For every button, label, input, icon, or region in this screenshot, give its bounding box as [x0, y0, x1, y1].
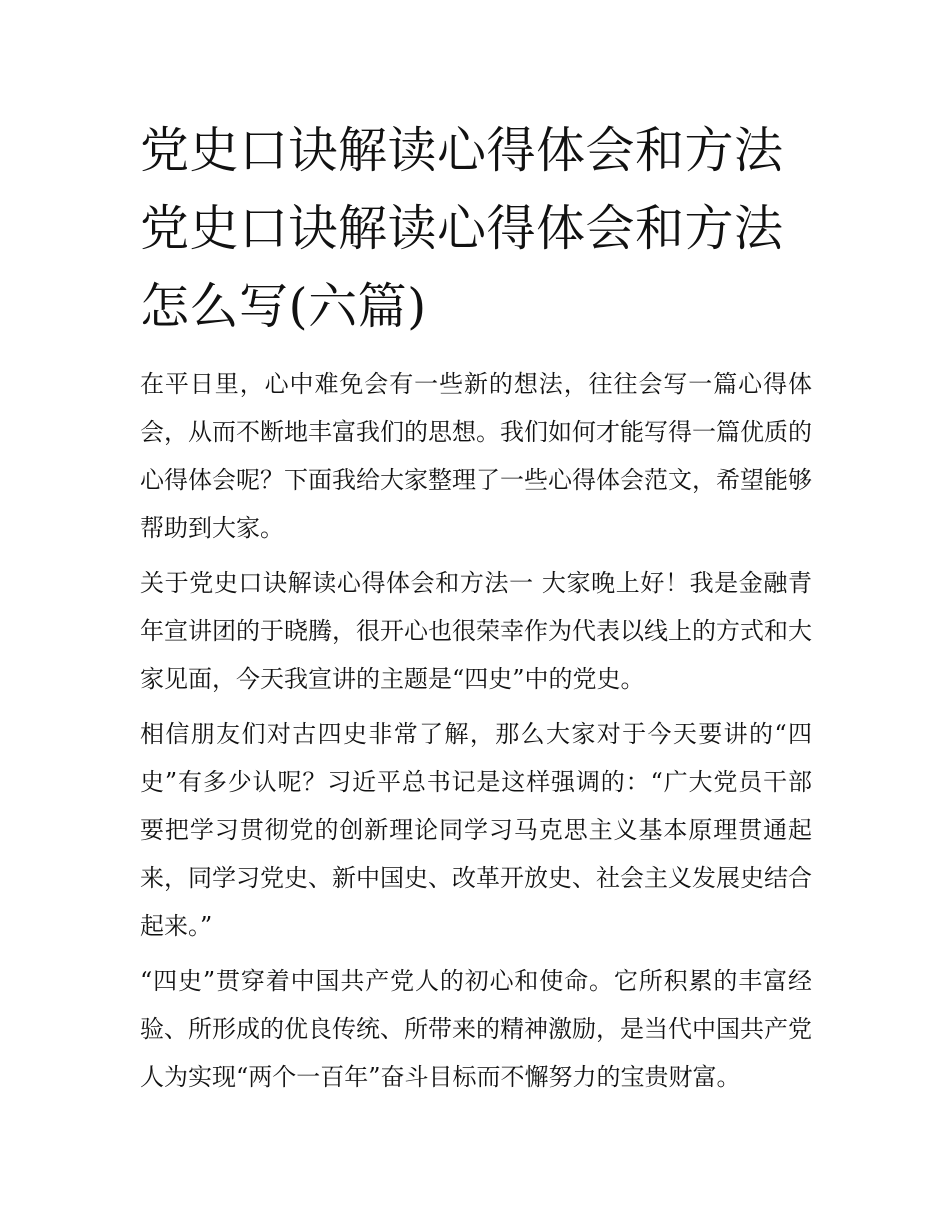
paragraph-1: 关于党史口诀解读心得体会和方法一 大家晚上好！我是金融青年宣讲团的于晓腾，很开心也很荣幸作为代表以线上的方式和大家见面，今天我宣讲的主题是“四史”中的党史。 [140, 569, 812, 693]
document-page [140, 112, 812, 1108]
paragraph-intro: 在平日里，心中难免会有一些新的想法，往往会写一篇心得体会，从而不断地丰富我们的思想。我们如何才能写得一篇优质的心得体会呢？下面我给大家整理了一些心得体会范文，希望能够帮助到大家。 [140, 370, 812, 542]
document-title: 党史口诀解读心得体会和方法党史口诀解读心得体会和方法怎么写(六篇) [140, 122, 784, 335]
paragraph-2: 相信朋友们对古四史非常了解，那么大家对于今天要讲的“四史”有多少认呢？习近平总书记是这样强调的：“广大党员干部要把学习贯彻党的创新理论同学习马克思主义基本原理贯通起来，同学习党史、新中国史、改革开放史、社会主义发展史结合起来。” [140, 720, 812, 940]
paragraph-3: “四史”贯穿着中国共产党人的初心和使命。它所积累的丰富经验、所形成的优良传统、所带来的精神激励，是当代中国共产党人为实现“两个一百年”奋斗目标而不懈努力的宝贵财富。 [140, 967, 812, 1091]
